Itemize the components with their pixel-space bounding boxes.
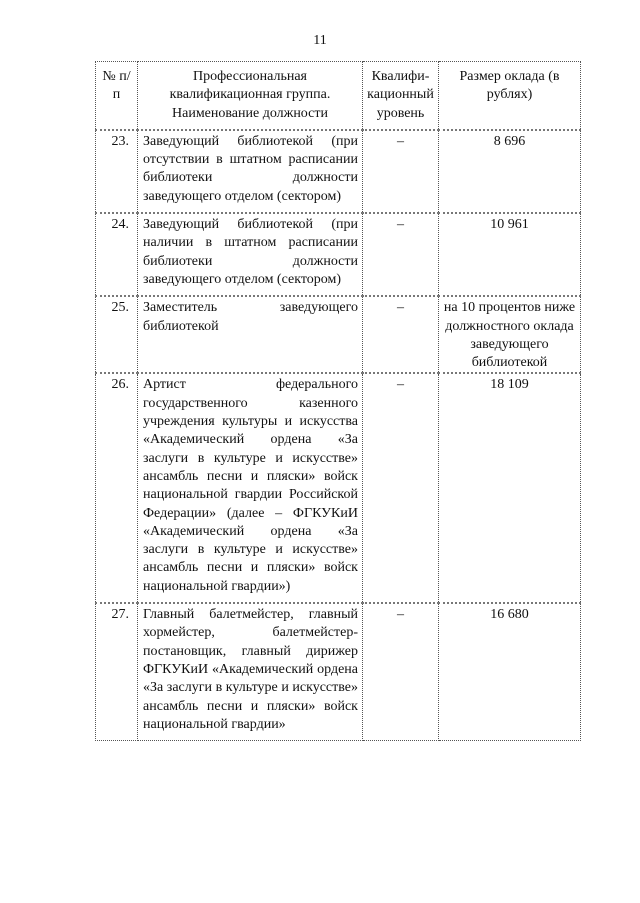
header-num: № п/п <box>96 62 138 130</box>
qualification-level: – <box>363 213 439 296</box>
table-row <box>96 373 581 603</box>
salary-value: 8 696 <box>439 130 581 213</box>
table-header-row <box>96 62 581 130</box>
table-row <box>96 603 581 741</box>
header-level: Квалифи-кационный уровень <box>363 62 439 130</box>
salary-value: 18 109 <box>439 373 581 603</box>
salary-table <box>95 61 581 741</box>
table-row <box>96 213 581 296</box>
header-salary: Размер оклада (в рублях) <box>439 62 581 130</box>
table-row <box>96 296 581 373</box>
page-number: 11 <box>313 33 327 48</box>
salary-value: 16 680 <box>439 603 581 741</box>
position-name: Артист федерального государственного казенного учреждения культуры и искусства «Академический ордена «За заслуги в культуре и искусстве» ансамбль песни и пляски» войск национальной гвардии Российской Федерации» (далее – ФГКУКиИ «Академический ордена «За заслуги в культуре и искусстве» ансамбль песни и пляски» войск национальной гвардии») <box>138 373 363 603</box>
header-name: Профессиональная квалификационная группа. Наименование должности <box>138 62 363 130</box>
row-number: 23. <box>96 130 138 213</box>
salary-value: на 10 процентов ниже должностного оклада заведующего библиотекой <box>439 296 581 373</box>
row-number: 26. <box>96 373 138 603</box>
position-name: Заведующий библиотекой (при наличии в штатном расписании библиотеки должности заведующего отделом (сектором) <box>138 213 363 296</box>
table-row <box>96 130 581 213</box>
qualification-level: – <box>363 603 439 741</box>
position-name: Главный балетмейстер, главный хормейстер, балетмейстер-постановщик, главный дирижер ФГКУКиИ «Академический ордена «За заслуги в культуре и искусстве» ансамбль песни и пляски» войск национальной гвардии» <box>138 603 363 741</box>
qualification-level: – <box>363 130 439 213</box>
qualification-level: – <box>363 296 439 373</box>
position-name: Заведующий библиотекой (при отсутствии в штатном расписании библиотеки должности заведующего отделом (сектором) <box>138 130 363 213</box>
row-number: 27. <box>96 603 138 741</box>
row-number: 25. <box>96 296 138 373</box>
qualification-level: – <box>363 373 439 603</box>
salary-value: 10 961 <box>439 213 581 296</box>
position-name: Заместитель заведующего библиотекой <box>138 296 363 373</box>
row-number: 24. <box>96 213 138 296</box>
